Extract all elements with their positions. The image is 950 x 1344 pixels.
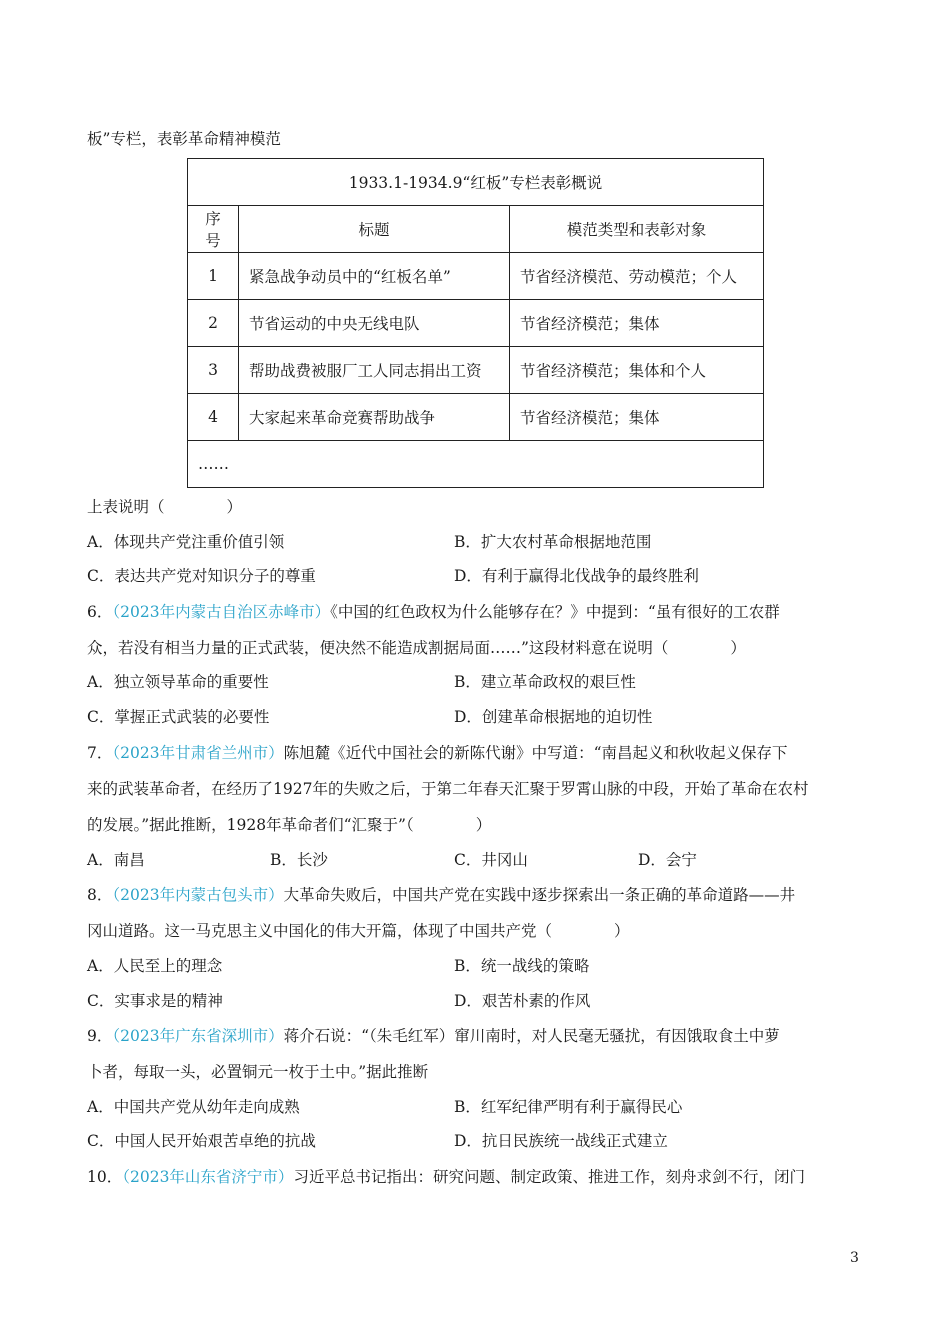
- intro-line: 板”专栏，表彰革命精神模范: [87, 130, 281, 148]
- row-type: 节省经济模范；集体和个人: [510, 347, 764, 394]
- q9-option-b[interactable]: B．红军纪律严明有利于赢得民心: [454, 1098, 683, 1116]
- table-row: [188, 394, 764, 441]
- q9-line1: [87, 1025, 863, 1047]
- q9-text1: 蒋介石说：“（朱毛红军）窜川南时，对人民毫无骚扰，有因饿取食土中萝: [283, 1027, 780, 1045]
- row-title: 帮助战费被服厂工人同志捐出工资: [239, 347, 510, 394]
- q7-line3: 的发展。”据此推断，1928年革命者们“汇聚于”（ ）: [87, 816, 492, 834]
- q7-option-d[interactable]: D．会宁: [638, 851, 697, 869]
- q8-text1: 大革命失败后，中国共产党在实践中逐步探索出一条正确的革命道路——井: [283, 886, 796, 904]
- table-row: [188, 347, 764, 394]
- q8-options-row1: [87, 955, 863, 977]
- q5-stem: 上表说明（ ）: [87, 498, 243, 516]
- q6-option-b[interactable]: B．建立革命政权的艰巨性: [454, 673, 636, 691]
- q6-text1: 《中国的红色政权为什么能够存在？》中提到：“虽有很好的工农群: [330, 603, 780, 621]
- row-type: 节省经济模范、劳动模范；个人: [510, 253, 764, 300]
- q5-option-b[interactable]: B．扩大农村革命根据地范围: [454, 533, 652, 551]
- table-row: [188, 253, 764, 300]
- q7-options-row: [87, 849, 863, 871]
- q8-number: 8．: [87, 886, 113, 904]
- header-index: 序号: [188, 206, 239, 253]
- q8-option-d[interactable]: D．艰苦朴素的作风: [454, 992, 591, 1010]
- q6-options-row2: [87, 706, 863, 728]
- q9-options-row2: [87, 1130, 863, 1152]
- q5-option-a[interactable]: A．体现共产党注重价值引领: [87, 533, 285, 551]
- header-title: 标题: [239, 206, 510, 253]
- q7-line1: [87, 742, 863, 764]
- row-index: 2: [188, 300, 239, 347]
- q5-option-d[interactable]: D．有利于赢得北伐战争的最终胜利: [454, 567, 699, 585]
- q9-number: 9．: [87, 1027, 113, 1045]
- q6-option-c[interactable]: C．掌握正式武装的必要性: [87, 708, 270, 726]
- table-header-row: [188, 206, 764, 253]
- header-type: 模范类型和表彰对象: [510, 206, 764, 253]
- honor-table: [187, 158, 764, 488]
- row-title: 大家起来革命竞赛帮助战争: [239, 394, 510, 441]
- q10-line1: [87, 1166, 863, 1188]
- q9-option-c[interactable]: C．中国人民开始艰苦卓绝的抗战: [87, 1132, 316, 1150]
- q9-option-a[interactable]: A．中国共产党从幼年走向成熟: [87, 1098, 300, 1116]
- q6-line1: [87, 601, 863, 623]
- row-index: 4: [188, 394, 239, 441]
- q9-line2: 卜者，每取一头，必置铜元一枚于土中。”据此推断: [87, 1063, 429, 1081]
- table-row: [188, 300, 764, 347]
- q8-option-b[interactable]: B．统一战线的策略: [454, 957, 590, 975]
- q8-source: （2023年内蒙古包头市）: [112, 886, 284, 904]
- q7-number: 7．: [87, 744, 113, 762]
- q5-options-row1: [87, 531, 863, 553]
- row-type: 节省经济模范；集体: [510, 300, 764, 347]
- q6-line2: 众，若没有相当力量的正式武装，便决然不能造成割据局面……”这段材料意在说明（ ）: [87, 639, 746, 657]
- row-title: 紧急战争动员中的“红板名单”: [239, 253, 510, 300]
- row-title: 节省运动的中央无线电队: [239, 300, 510, 347]
- q10-number: 10．: [87, 1168, 123, 1186]
- q8-option-a[interactable]: A．人民至上的理念: [87, 957, 223, 975]
- q7-option-c[interactable]: C．井冈山: [454, 851, 528, 869]
- table-ellipsis: ……: [188, 441, 764, 488]
- q5-option-c[interactable]: C．表达共产党对知识分子的尊重: [87, 567, 316, 585]
- q8-line1: [87, 884, 863, 906]
- q7-line2: 来的武装革命者，在经历了1927年的失败之后，于第二年春天汇聚于罗霄山脉的中段，开始了革命在农村: [87, 780, 809, 798]
- q6-option-a[interactable]: A．独立领导革命的重要性: [87, 673, 269, 691]
- q7-text1: 陈旭麓《近代中国社会的新陈代谢》中写道：“南昌起义和秋收起义保存下: [283, 744, 788, 762]
- row-index: 1: [188, 253, 239, 300]
- page-number: 3: [850, 1250, 859, 1266]
- q9-options-row1: [87, 1096, 863, 1118]
- row-type: 节省经济模范；集体: [510, 394, 764, 441]
- q6-number: 6．: [87, 603, 113, 621]
- row-index: 3: [188, 347, 239, 394]
- q8-line2: 冈山道路。这一马克思主义中国化的伟大开篇，体现了中国共产党（ ）: [87, 922, 630, 940]
- q7-option-b[interactable]: B．长沙: [270, 851, 328, 869]
- q8-options-row2: [87, 990, 863, 1012]
- q7-source: （2023年甘肃省兰州市）: [112, 744, 284, 762]
- q9-source: （2023年广东省深圳市）: [112, 1027, 284, 1045]
- q6-option-d[interactable]: D．创建革命根据地的迫切性: [454, 708, 653, 726]
- q10-source: （2023年山东省济宁市）: [122, 1168, 294, 1186]
- q7-option-a[interactable]: A．南昌: [87, 851, 145, 869]
- q10-text1: 习近平总书记指出：研究问题、制定政策、推进工作，刻舟求剑不行，闭门: [293, 1168, 805, 1186]
- q8-option-c[interactable]: C．实事求是的精神: [87, 992, 223, 1010]
- table-title: 1933.1-1934.9“红板”专栏表彰概说: [188, 159, 764, 206]
- q5-options-row2: [87, 565, 863, 587]
- q9-option-d[interactable]: D．抗日民族统一战线正式建立: [454, 1132, 668, 1150]
- q6-options-row1: [87, 671, 863, 693]
- q6-source: （2023年内蒙古自治区赤峰市）: [112, 603, 331, 621]
